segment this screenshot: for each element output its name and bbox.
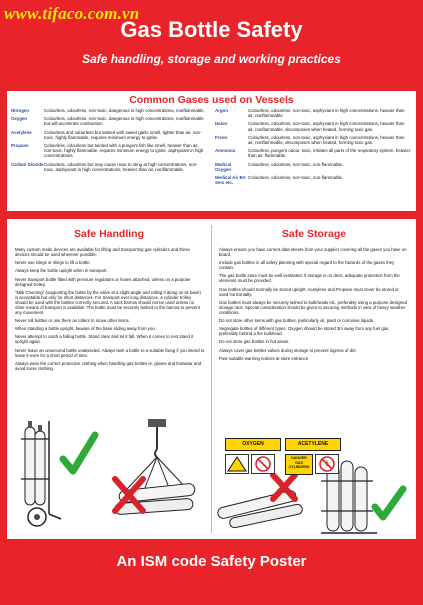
gas-name: Nitrogen	[11, 108, 30, 113]
handling-item: When standing a bottle upright, beware of the base sliding away from you.	[15, 326, 156, 332]
poster-subtitle: Safe handling, storage and working practices	[82, 52, 341, 66]
gas-desc: Colourless, odourless, non-toxic, dangerous in high concentrations, nonflammable but will accelerate combustion.	[44, 116, 204, 127]
footer-text: An ISM code Safety Poster	[116, 553, 307, 570]
hazard-sign	[225, 454, 249, 474]
handling-item: Always keep the bottle upright when in transport.	[15, 268, 108, 274]
handling-list	[15, 247, 205, 374]
gas-row	[215, 108, 411, 118]
gas-row	[215, 162, 411, 172]
gas-row	[215, 121, 411, 131]
storage-item: Include gas bottles in all safety planning with special regard to the hazards of the gases they contain.	[219, 260, 395, 271]
tick-icon	[63, 435, 95, 471]
gas-name: Propane	[11, 143, 29, 149]
gas-name: Ammonia	[215, 148, 236, 154]
gas-row	[11, 162, 207, 172]
tick-icon	[375, 489, 403, 517]
gas-row	[215, 148, 411, 158]
gas-desc: Colourless, odourless, non-toxic, asphyxiant in high concentrations, heavier than air, nonflammable	[248, 108, 405, 119]
gases-title: Common Gases used on Vessels	[129, 94, 294, 106]
gas-desc: Colourless, odourless, non-toxic, dangerous in high concentrations, nonflammable.	[44, 108, 205, 113]
storage-item: Always ensure you have current data sheets from your supplier covering all the gases you have on board.	[219, 247, 407, 257]
oxygen-sign	[225, 438, 281, 451]
handling-item: Never roll bottles or use them as rollers to move other items.	[15, 317, 130, 323]
poster-title: Gas Bottle Safety	[120, 17, 303, 42]
gas-row	[11, 143, 207, 159]
acetylene-sign	[285, 438, 341, 451]
acetylene-sign-text: ACETYLENE	[297, 441, 329, 447]
handling-item: Never transport bottle fitted with pressure regulators or hoses attached, unless on a purpose designed trolley.	[15, 276, 191, 287]
column-divider	[211, 225, 212, 533]
handling-item: Many custom made devices are available for lifting and transporting gas cylinders and these devices should be used wherever possible.	[15, 247, 190, 257]
gas-desc: Colourless, odourless, non-toxic, asphyxiant in high concentrations, heavier than air, nonflammable, decomposes when heated, forming toxic gas.	[248, 121, 405, 132]
gas-row	[215, 175, 411, 185]
watermark: www.tifaco.com.vn	[4, 4, 140, 23]
gas-desc: Colourless, odourless but tainted with a pungent fish like smell, heavier than air, non-toxic, highly flammable, requires minimum energy to ignite, asphyxiant in high concentrations.	[44, 143, 204, 159]
gas-name: Oxygen	[11, 116, 28, 122]
gas-desc: Colourless, pungent odour, toxic, irritates all parts of the respiratory system, heavier than air, flammable.	[248, 148, 411, 159]
storage-item: Post suitable warning notices at store entrance.	[219, 355, 310, 361]
gas-name: Acetylene	[11, 129, 32, 135]
handling-illustration	[15, 419, 211, 537]
handling-item: Always wear the correct protective clothing when handling gas bottles ie, gloves and footwear and avoid loose clothing.	[15, 360, 202, 371]
gases-right-column	[215, 108, 411, 188]
common-gases-panel	[7, 91, 416, 211]
danger-sign-text: DANGER	[291, 456, 307, 460]
handling-item: Never use slings or slings to lift a bottle.	[15, 260, 91, 266]
cylinder-trolley-image	[21, 421, 61, 526]
no-flames-sign	[315, 454, 339, 474]
gas-name: Freon	[215, 134, 228, 140]
storage-item: Do not store gas bottles in hot areas.	[219, 339, 290, 345]
gas-name: Carbon Dioxide	[11, 161, 44, 167]
gas-name: Argon	[215, 108, 228, 113]
storage-item: The gas bottle store must be well ventilated. If storage is on deck, adequate protection from the elements must be provided.	[219, 273, 400, 284]
handling-item: "Milk Churning" (supporting the bottle by the valve at a slight angle and rolling it along on its base) is acceptable but only for short distances. For transport over long distances, a cylinder trolley should be used with the bottles correctly secured. A sack barrow should not be used unless no other means of transport is available. The bottle must be securely lashed to the barrow to prevent any movement.	[15, 289, 201, 315]
gas-row	[11, 116, 207, 126]
gas-row	[11, 130, 207, 140]
gas-name: Medical Air BA Sets etc.	[215, 175, 246, 186]
gases-left-column	[11, 108, 207, 175]
handling-title: Safe Handling	[73, 228, 144, 240]
danger-sign	[285, 454, 313, 475]
gas-cylinders-sign-text: GAS CYLINDERS	[288, 460, 310, 469]
gas-name: Halon	[215, 121, 228, 127]
storage-list	[219, 247, 409, 364]
gas-desc: Colourless, odourless, non-toxic, non-flammable.	[248, 175, 344, 181]
gas-row	[11, 108, 207, 113]
storage-title: Safe Storage	[281, 228, 347, 240]
handling-item: Never attempt to catch a falling bottle. Stand clear and let it fall. When it comes to rest stand it upright again.	[15, 334, 194, 345]
storage-item: Segregate bottles of different types. Oxygen should be stored 3m away from any fuel gas, preferably behind a fire bulkhead.	[219, 326, 390, 337]
gas-row	[215, 135, 411, 145]
gas-desc: Colourless, odourless but may cause nose to sting at high concentrations, non-toxic, asphyxiant in high concentrations, heavier than air, nonflammable.	[44, 161, 198, 172]
gas-desc: Colourless, odourless, non-toxic, asphyxiant in high concentrations, heavier than air, nonflammable, decomposes when heated, forming toxic gas.	[248, 134, 405, 146]
oxygen-sign-text: OXYGEN	[242, 441, 264, 447]
handling-storage-panel	[7, 219, 416, 539]
gas-desc: Colourless, odourless, non-toxic, non-flammable.	[248, 161, 344, 167]
storage-item: Always cover gas bottles valves during storage to prevent ingress of dirt.	[219, 347, 357, 353]
warning-signs	[225, 438, 405, 482]
storage-item: Do not store other items with gas bottles, particularly oil, paint or corrosive liquids.	[219, 317, 375, 323]
no-smoking-sign	[251, 454, 275, 474]
storage-item: Gas bottles should normally be stored upright. Acetylene and Propane must never be stored or used horizontally.	[219, 286, 399, 297]
handling-item: Never leave an unsecured bottle unattended. Always lash a bottle to a suitable fixing if you intend to leave it even for a short period of time.	[15, 347, 205, 358]
storage-item: Gas bottles must always be securely lashed to bulkheads etc, preferably using a purpose designed storage rack. Special consideration should be given to securing methods in view of heavy weather conditions.	[219, 299, 407, 315]
gas-name: Medical Oxygen	[215, 161, 232, 172]
gas-desc: Colourless and odourless but tainted with sweet garlic smell, lighter than air, non-toxic, highly flammable, requires minimum energy to ignite.	[44, 129, 202, 140]
